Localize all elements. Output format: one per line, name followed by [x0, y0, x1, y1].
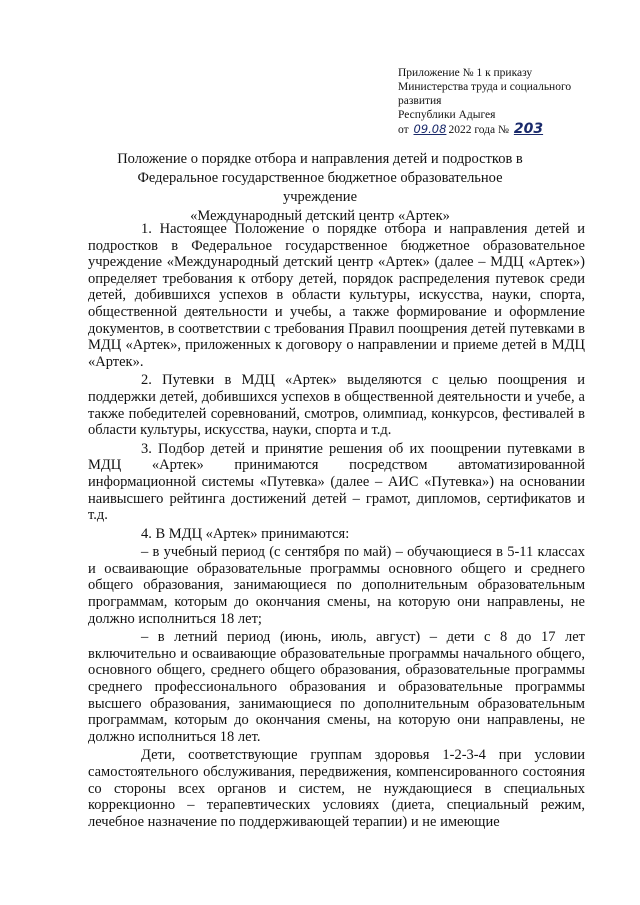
- document-title: [100, 150, 540, 226]
- paragraph-3: 3. Подбор детей и принятие решения об их поощрении путевками в МДЦ «Артек» принимаются посредством автоматизированной информационной системы «Путевка» (далее – АИС «Путевка») на основании наивысшего рейтинга достижений детей – грамот, дипломов, сертификатов и т.д.: [88, 440, 585, 524]
- title-line-2: Федеральное государственное бюджетное образовательное учреждение: [137, 170, 503, 205]
- title-line-1: Положение о порядке отбора и направления детей и подростков в: [117, 151, 523, 167]
- handwritten-date: 09.08: [413, 122, 447, 136]
- handwritten-order-number: 203: [513, 121, 544, 137]
- paragraph-2: 2. Путевки в МДЦ «Артек» выделяются с целью поощрения и поддержки детей, добившихся успехов в общественной деятельности и учебе, а также победителей соревнований, смотров, олимпиад, конкурсов, фестивалей в области культуры, искусства, науки, спорта и т.д.: [88, 372, 585, 439]
- appendix-header: [398, 66, 598, 137]
- date-prefix: от: [398, 124, 409, 136]
- header-line-4: Республики Адыгея: [398, 109, 496, 121]
- header-line-2: Министерства труда и социального: [398, 81, 572, 93]
- header-line-1: Приложение № 1 к приказу: [398, 67, 533, 79]
- paragraph-1: 1. Настоящее Положение о порядке отбора и направления детей и подростков в Федеральное государственное бюджетное образовательное учреждение «Международный детский центр «Артек» (далее – МДЦ «Артек») определяет требования к отбору детей, порядок распределения путевок среди детей, добившихся успехов в области культуры, искусства, науки, спорта, общественной деятельности и учебы, а также формирование и оформление документов, в соответствии с требования Правил поощрения детей путевками в МДЦ «Артек», приложенных к договору о направлении и приеме детей в МДЦ «Артек».: [88, 221, 585, 370]
- paragraph-4: 4. В МДЦ «Артек» принимаются:: [141, 525, 350, 542]
- header-date-line: [398, 122, 598, 137]
- paragraph-summer-period: – в летний период (июнь, июль, август) – дети с 8 до 17 лет включительно и осваивающие образовательные программы начального общего, основного общего, среднего общего образования, образовательные программы среднего профессионального образования и образовательные программы высшего образования, занимающиеся по дополнительным образовательным программам, которым до окончания смены, на которую они направлены, не должно исполниться 18 лет.: [88, 629, 585, 745]
- paragraph-health-groups: Дети, соответствующие группам здоровья 1-2-3-4 при условии самостоятельного обслуживания, передвижения, компенсированного состояния со стороны всех органов и систем, не нуждающиеся в специальных коррекционно – терапевтических условиях (диета, специальный режим, лечебное назначение по поддерживающей терапии) и не имеющие: [88, 747, 585, 830]
- document-body: [88, 221, 585, 830]
- title-line-3: «Международный детский центр «Артек»: [190, 208, 450, 224]
- header-line-3: развития: [398, 95, 442, 107]
- paragraph-school-period: – в учебный период (с сентября по май) – обучающиеся в 5-11 классах и осваивающие образовательные программы основного общего и среднего общего образования, занимающиеся по дополнительным образовательным программам, которым до окончания смены, на которую они направлены, не должно исполниться 18 лет;: [88, 544, 585, 627]
- date-suffix: 2022 года №: [448, 124, 509, 136]
